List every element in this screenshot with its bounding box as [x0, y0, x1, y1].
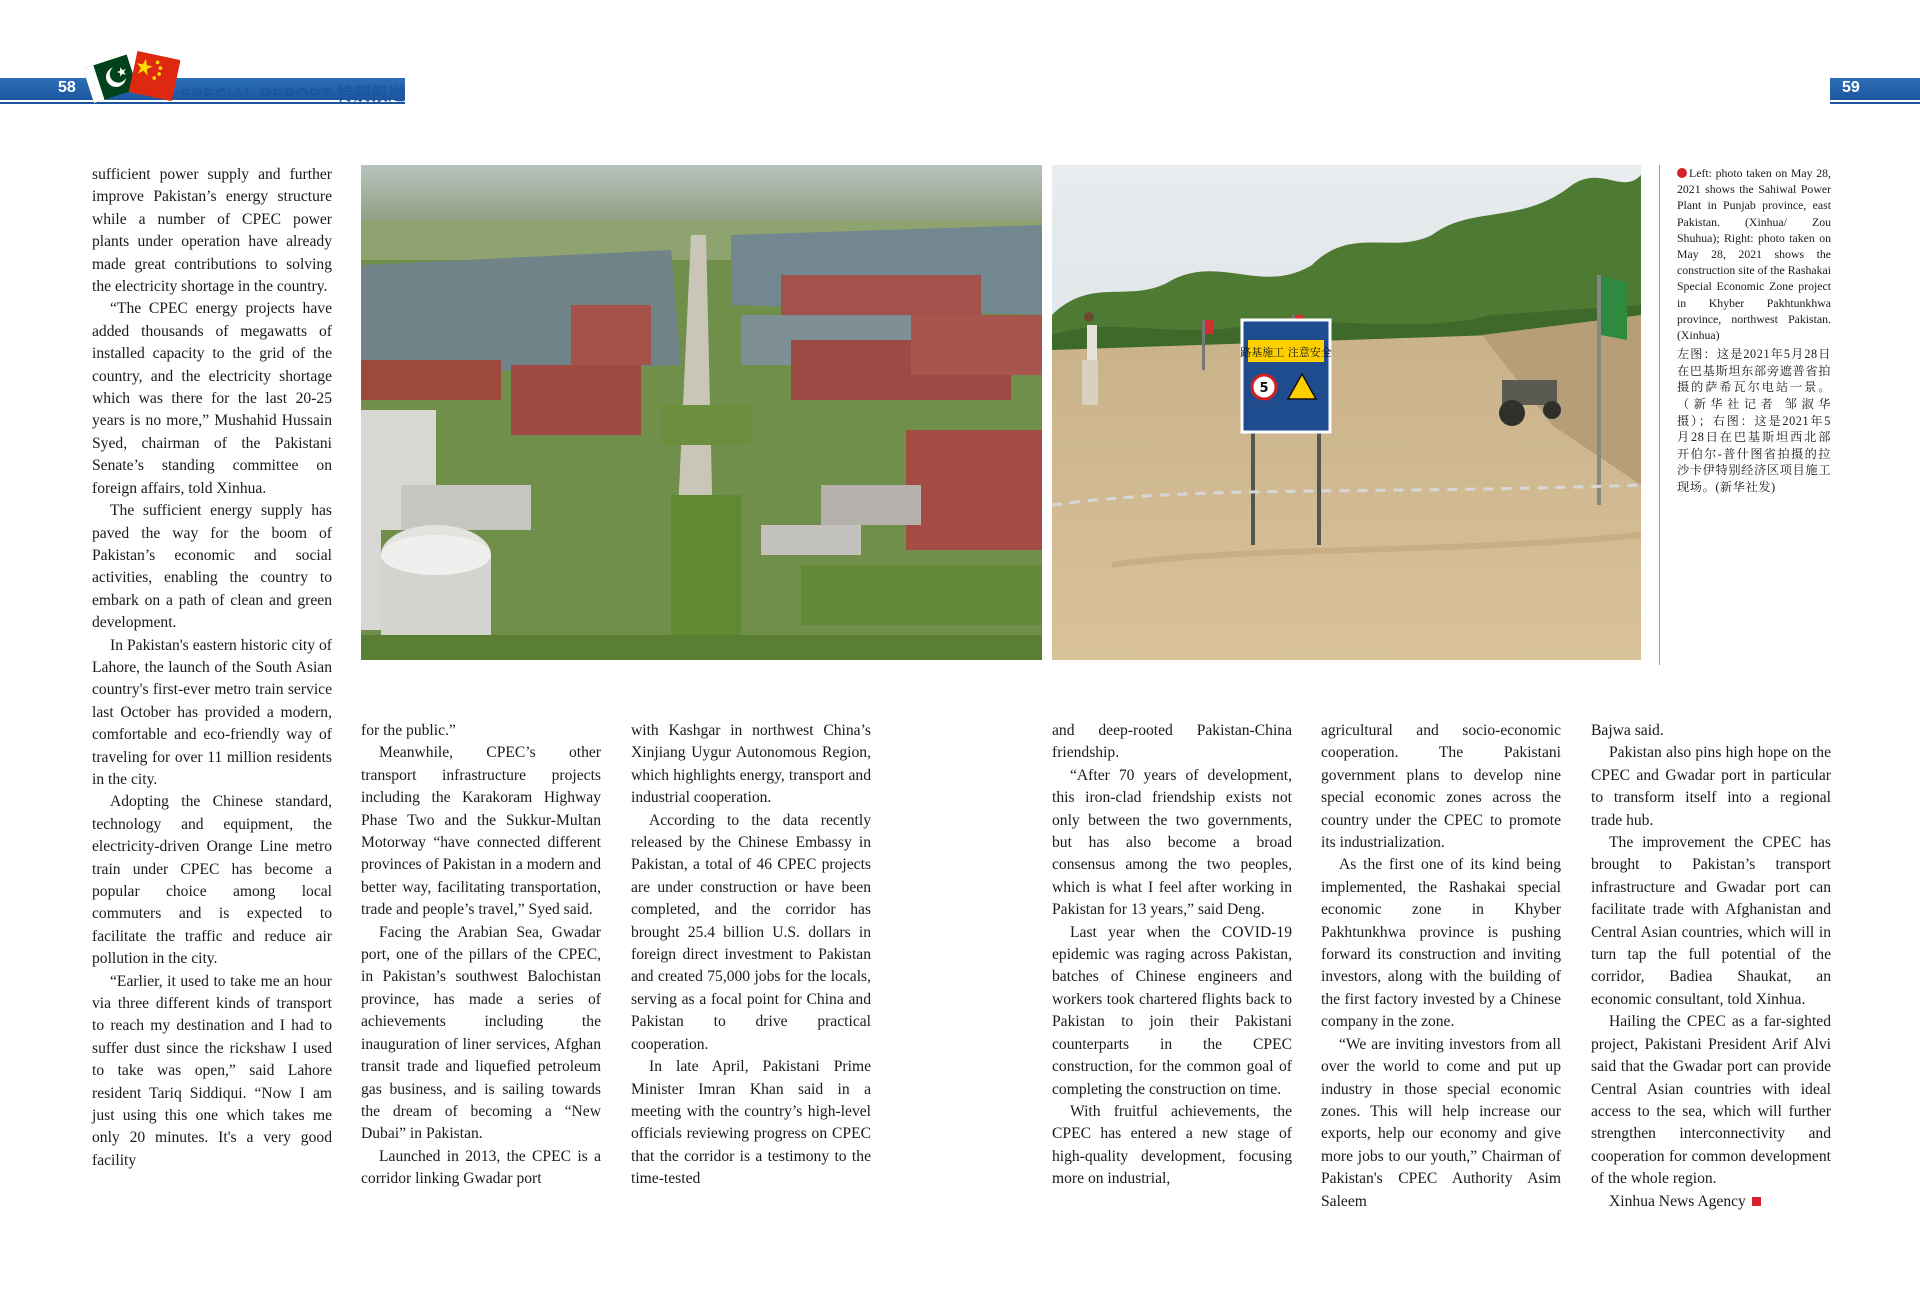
china-flag-icon	[129, 51, 180, 101]
paragraph: with Kashgar in northwest China’s Xinjiang Uygur Autonomous Region, which highlights energy, transport and industrial cooperation.	[631, 722, 871, 807]
paragraph: With fruitful achievements, the CPEC has entered a new stage of high-quality development, focusing more on industrial,	[1052, 1102, 1292, 1188]
byline	[1591, 1191, 1831, 1213]
caption-chinese: 左图：这是2021年5月28日在巴基斯坦东部旁遮普省拍摄的萨希瓦尔电站一景。（新华社记者 邹淑华 摄）；右图：这是2021年5月28日在巴基斯坦西北部开伯尔-普什图省拍摄的拉沙卡伊特别经济区项目施工现场。(新华社发)	[1677, 347, 1831, 494]
sign-speed: 5	[1259, 381, 1269, 396]
article-column-3	[631, 720, 871, 1191]
paragraph: Bajwa said.	[1591, 722, 1664, 739]
paragraph: Last year when the COVID-19 epidemic was raging across Pakistan, batches of Chinese engineers and workers took chartered flights back to Pakistan to join their Pakistani counterparts in the CPEC construction, for the common goal of completing the construction on time.	[1052, 923, 1292, 1098]
page-number-right: 59	[1842, 79, 1860, 96]
paragraph: “After 70 years of development, this iron-clad friendship exists not only between the two governments, but has also become a broad consensus among the two peoples, which is what I feel after working in Pakistan for 13 years,” said Deng.	[1052, 766, 1292, 919]
paragraph: The sufficient energy supply has paved the way for the boom of Pakistan’s economic and social activities, enabling the country to embark on a path of clean and green development.	[92, 502, 332, 632]
caption-arrow-icon	[1677, 168, 1687, 178]
caption-english	[1677, 165, 1831, 343]
paragraph: Hailing the CPEC as a far-sighted project, Pakistani President Arif Alvi said that the Gwadar port can provide Central Asian countries with ideal access to the sea, which will further strengthen interconnectivity and cooperation for common development of the whole region.	[1591, 1013, 1831, 1188]
paragraph: sufficient power supply and further improve Pakistan’s energy structure while a number of CPEC power plants under operation have already made great contributions to solving the electricity shortage in the country.	[92, 166, 332, 296]
byline-text: Xinhua News Agency	[1609, 1192, 1746, 1210]
paragraph: for the public.”	[361, 722, 456, 739]
paragraph: In late April, Pakistani Prime Minister Imran Khan said in a meeting with the country’s high-level officials reviewing progress on CPEC that the corridor is a testimony to the time-tested	[631, 1058, 871, 1188]
paragraph: The improvement the CPEC has brought to Pakistan’s transport infrastructure and Gwadar port can facilitate trade with Afghanistan and Central Asian countries, which will in turn tap the full potential of the corridor, Badiea Shaukat, an economic consultant, told Xinhua.	[1591, 834, 1831, 1008]
paragraph: “We are inviting investors from all over the world to come and put up industry in those special economic zones. This will help increase our exports, help our economy and give more jobs to our youth,” Chairman of Pakistan's CPEC Authority Asim Saleem	[1321, 1035, 1561, 1210]
section-title: SPECIAL REPORT 特别报道	[180, 85, 406, 104]
caption-english-text: Left: photo taken on May 28, 2021 shows the Sahiwal Power Plant in Punjab province, east Pakistan. (Xinhua/ Zou Shuhua); Right: photo taken on May 28, 2021 shows the construction site of the Rashakai Special Economic Zone project in Khyber Pakhtunkhwa province, northwest Pakistan. (Xinhua)	[1677, 166, 1831, 343]
paragraph: In Pakistan's eastern historic city of Lahore, the launch of the South Asian country's first-ever metro train service last October has provided a modern, comfortable and eco-friendly way of traveling for over 11 million residents in the city.	[92, 636, 332, 788]
paragraph: and deep-rooted Pakistan-China friendship.	[1052, 722, 1292, 762]
page-number-left: 58	[58, 79, 76, 96]
article-column-6	[1591, 720, 1831, 1213]
paragraph: “Earlier, it used to take me an hour via three different kinds of transport to reach my destination and I had to suffer dust since the rickshaw I used to take was open,” said Lahore resident Tariq Siddiqui. “Now I am just using this one which takes me only 20 minutes. It's a very good facility	[92, 972, 332, 1169]
article-column-4	[1052, 720, 1292, 1191]
paragraph: “The CPEC energy projects have added thousands of megawatts of installed capacity to the grid of the country, and the electricity shortage which was there for the last 20-25 years is no more,” Mushahid Hussain Syed, chairman of the Pakistani Senate’s standing committee on foreign affairs, told Xinhua.	[92, 300, 332, 497]
power-plant-photo	[361, 165, 1042, 660]
paragraph: According to the data recently released by the Chinese Embassy in Pakistan, a total of 46 CPEC projects are under construction or have been completed, and the corridor has brought 25.4 billion U.S. dollars in foreign direct investment to Pakistan and created 75,000 jobs for the locals, serving as a focal point for China and Pakistan to drive practical cooperation.	[631, 811, 871, 1053]
photo-caption	[1677, 165, 1831, 496]
article-column-5	[1321, 720, 1561, 1213]
paragraph: Launched in 2013, the CPEC is a corridor linking Gwadar port	[361, 1147, 601, 1188]
paragraph: Pakistan also pins high hope on the CPEC and Gwadar port in particular to transform itself into a regional trade hub.	[1591, 744, 1831, 829]
pakistan-flag-icon	[84, 55, 138, 103]
sign-text: 路基施工 注意安全	[1240, 346, 1332, 359]
end-square-icon	[1752, 1197, 1761, 1206]
paragraph: agricultural and socio-economic cooperation. The Pakistani government plans to develop nine special economic zones across the country under the CPEC to promote its industrialization.	[1321, 722, 1561, 852]
paragraph: Meanwhile, CPEC’s other transport infrastructure projects including the Karakoram Highway Phase Two and the Sukkur-Multan Motorway “have connected different provinces of Pakistan in a modern and better way, facilitating transportation, trade and people’s travel,” Syed said.	[361, 744, 601, 919]
paragraph: As the first one of its kind being implemented, the Rashakai special economic zone in Khyber Pakhtunkhwa province is pushing forward its construction and inviting investors, along with the building of the first factory invested by a Chinese company in the zone.	[1321, 856, 1561, 1031]
article-column-2	[361, 720, 601, 1191]
paragraph: Adopting the Chinese standard, technology and equipment, the electricity-driven Orange Line metro train under CPEC has become a popular choice among local commuters and is expected to facilitate the traffic and reduce air pollution in the city.	[92, 793, 332, 968]
flags	[84, 45, 180, 107]
header-rule-right	[1830, 102, 1920, 104]
caption-rule	[1659, 165, 1660, 665]
construction-site-photo	[1052, 165, 1641, 660]
paragraph: Facing the Arabian Sea, Gwadar port, one of the pillars of the CPEC, in Pakistan’s southwest Balochistan province, has made a series of achievements including the inauguration of liner services, Afghan transit trade and liquefied petroleum gas business, and is sailing towards the dream of becoming a “New Dubai” in Pakistan.	[361, 923, 601, 1143]
article-column-1	[92, 164, 332, 1172]
